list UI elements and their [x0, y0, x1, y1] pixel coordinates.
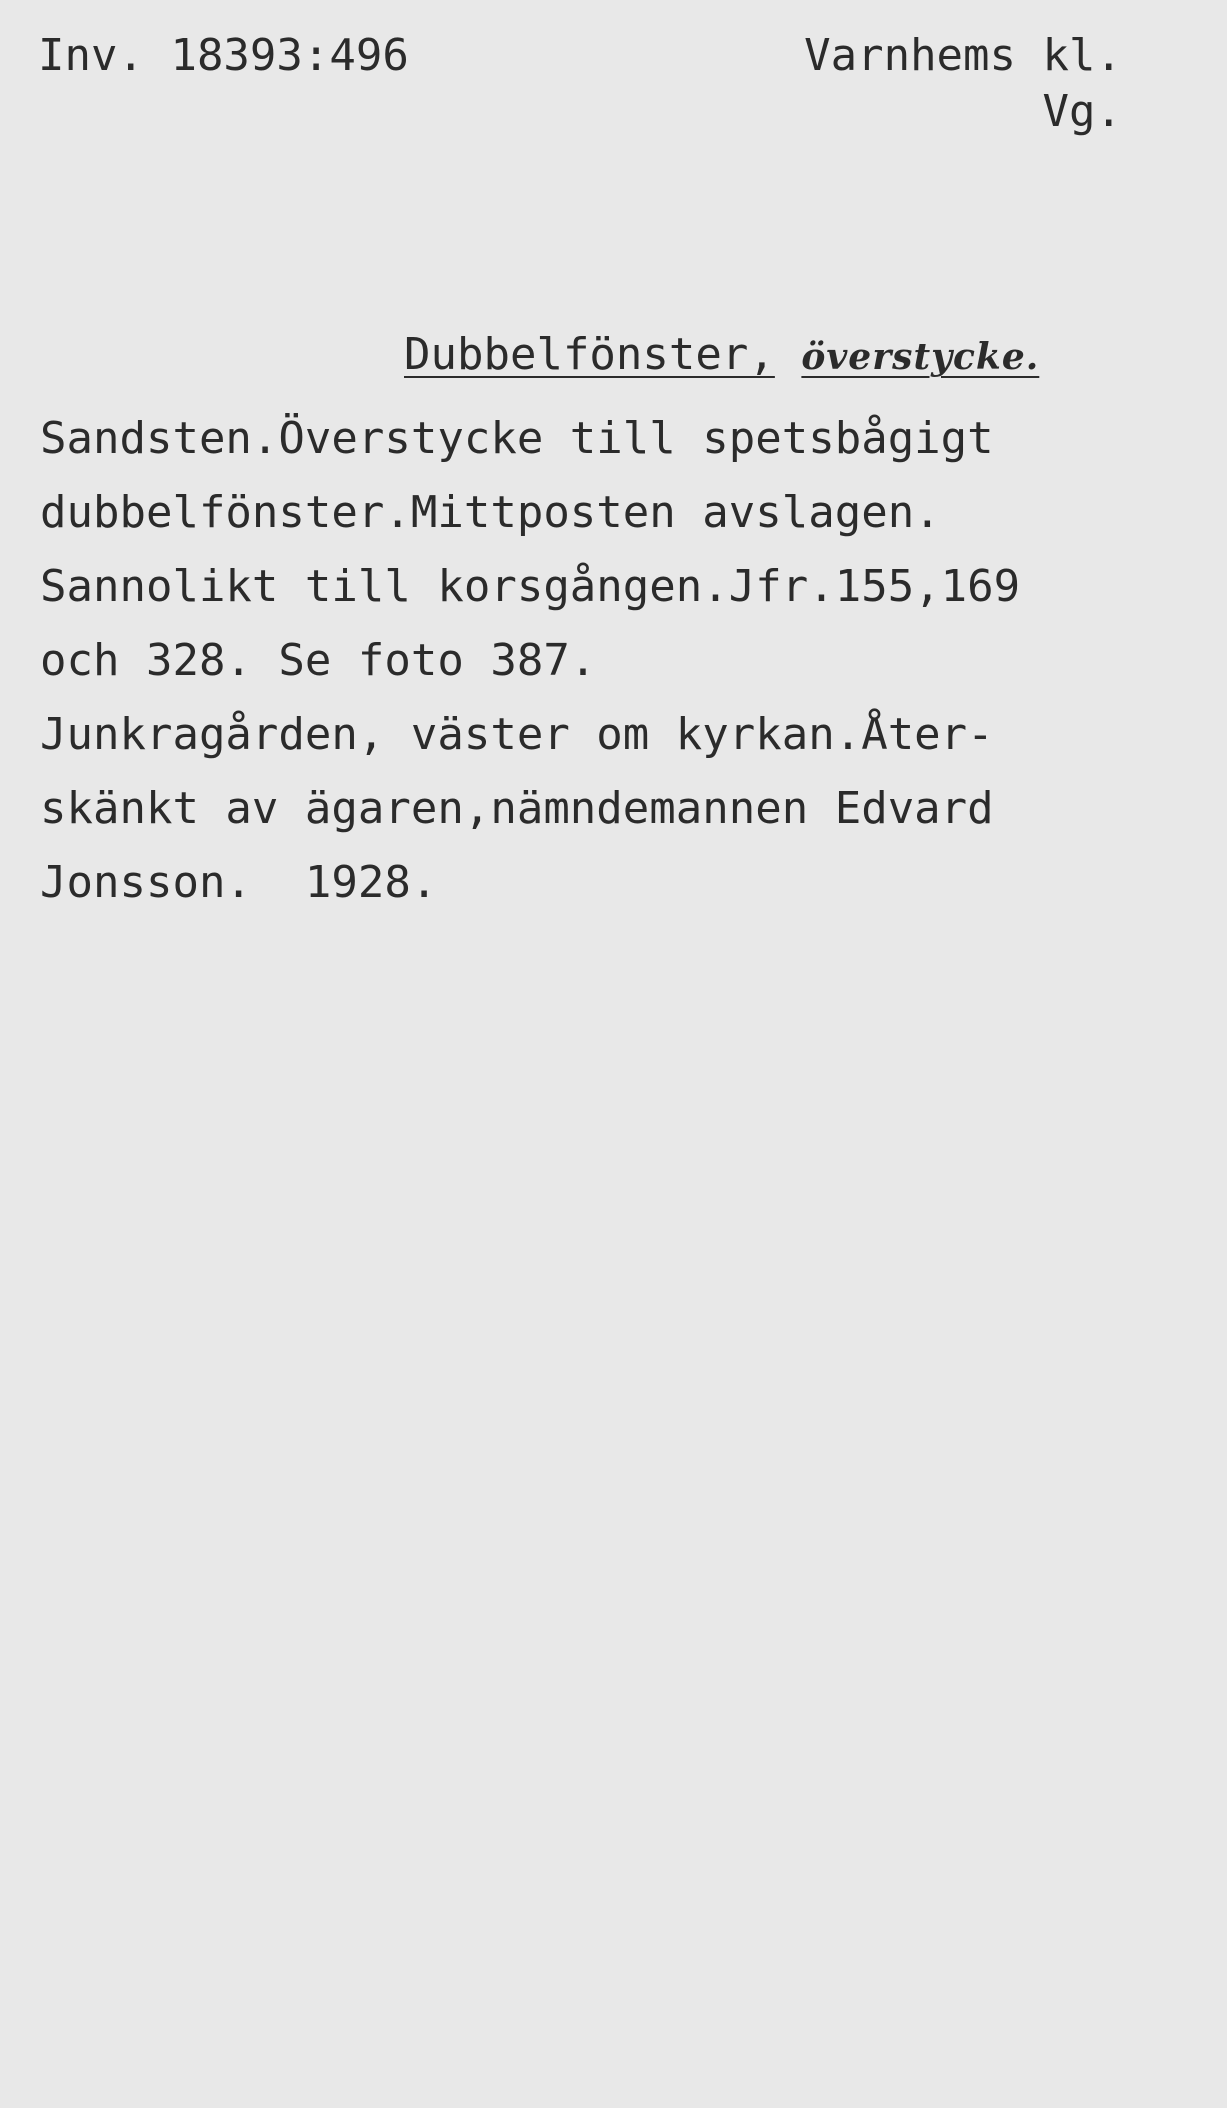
- subject-heading: [404, 329, 1040, 380]
- description-line: Jonsson. 1928.: [40, 857, 438, 908]
- description-line: Junkragården, väster om kyrkan.Åter-: [40, 709, 994, 760]
- region: Vg.: [1042, 86, 1122, 137]
- subject-handwritten: överstycke.: [801, 336, 1040, 378]
- description-line: och 328. Se foto 387.: [40, 635, 597, 686]
- inventory-number: Inv. 18393:496: [38, 30, 409, 81]
- subject-typed: Dubbelfönster,: [404, 329, 775, 380]
- description: [40, 402, 1200, 920]
- location: Varnhems kl.: [804, 30, 1122, 81]
- description-line: Sandsten.Överstycke till spetsbågigt: [40, 413, 994, 464]
- description-line: Sannolikt till korsgången.Jfr.155,169: [40, 561, 1021, 612]
- description-line: dubbelfönster.Mittposten avslagen.: [40, 487, 941, 538]
- description-line: skänkt av ägaren,nämndemannen Edvard: [40, 783, 994, 834]
